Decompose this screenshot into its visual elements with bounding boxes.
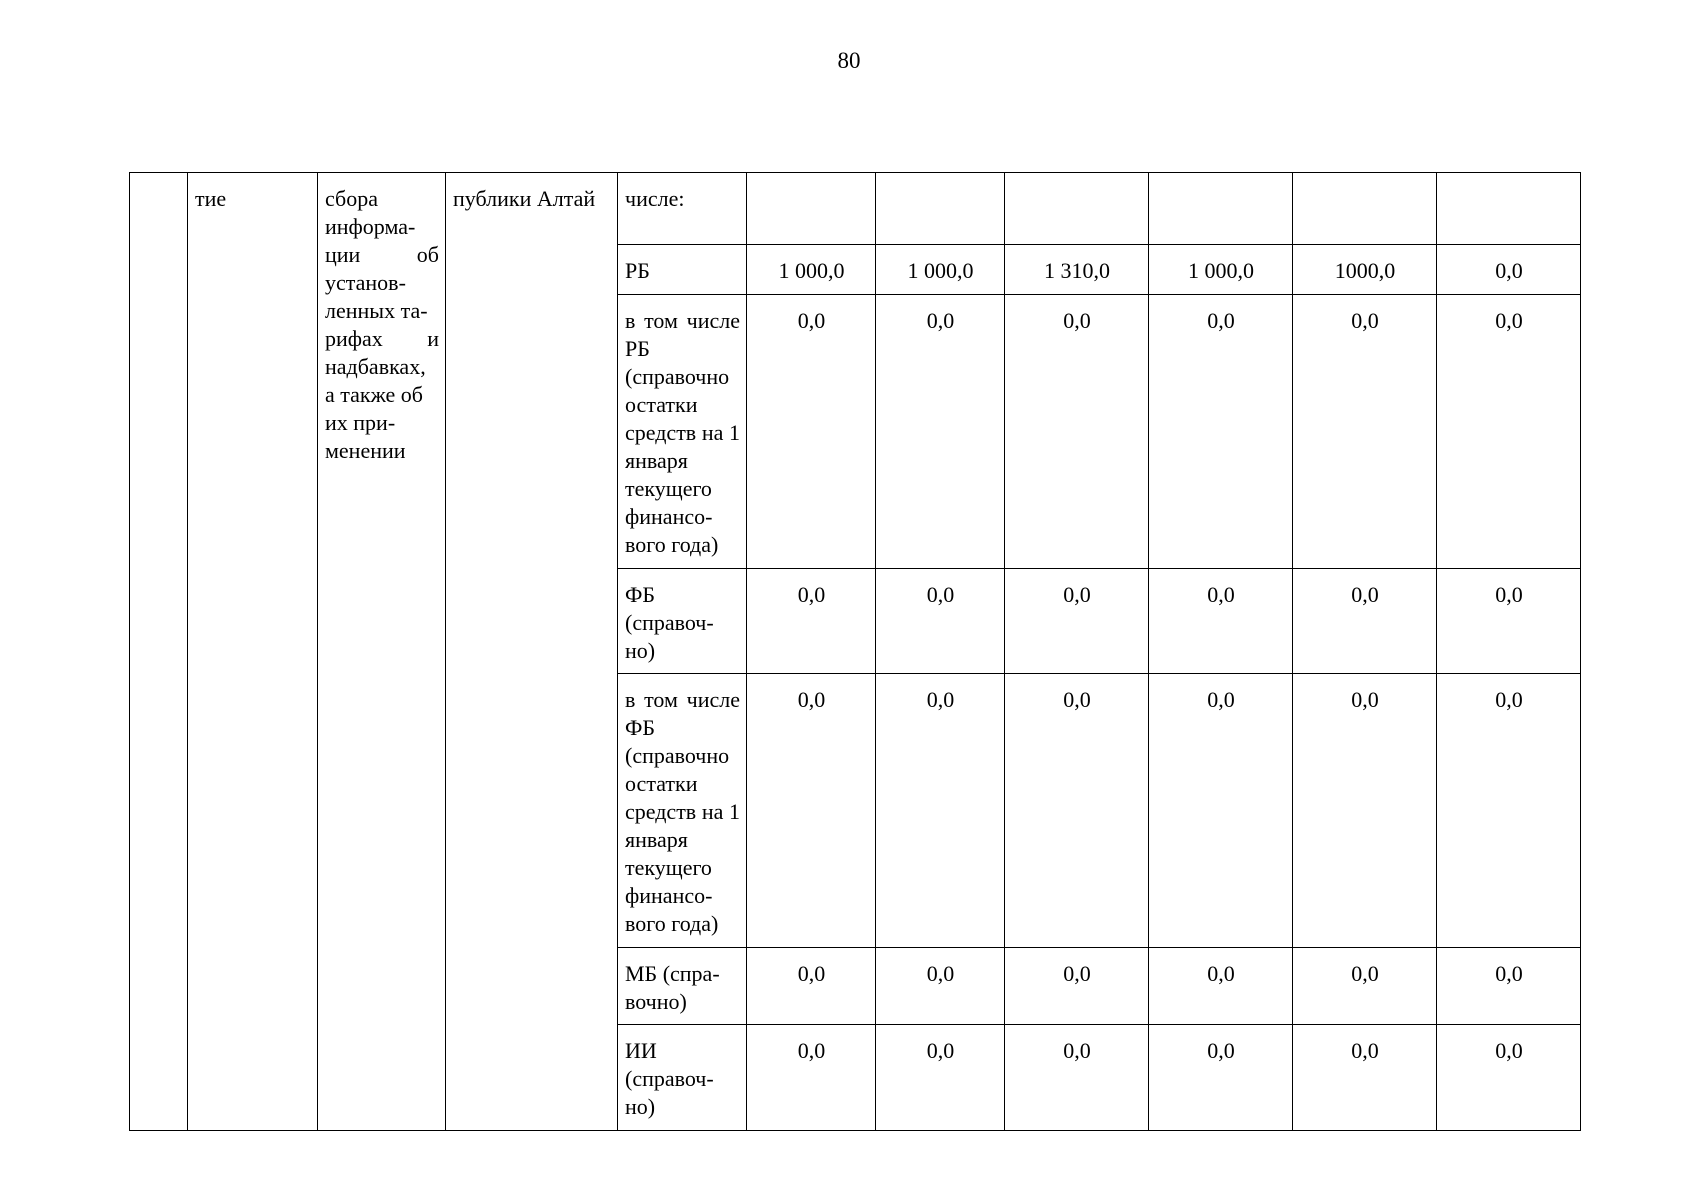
value-cell: 0,0	[1293, 569, 1437, 674]
value-cell: 0,0	[1149, 674, 1293, 948]
table-body	[130, 173, 1581, 1131]
value-cell	[876, 173, 1005, 245]
budget-table	[129, 172, 1581, 1131]
value-cell: 0,0	[747, 569, 876, 674]
funding-source-cell: в том числе РБ (справочно остатки средств на 1 января текущего финансо- вого года)	[618, 295, 747, 569]
value-cell: 0,0	[876, 569, 1005, 674]
value-cell: 1 000,0	[876, 245, 1005, 295]
value-cell: 0,0	[1005, 569, 1149, 674]
value-cell: 0,0	[747, 948, 876, 1025]
value-cell: 0,0	[1293, 1025, 1437, 1131]
value-cell: 1 310,0	[1005, 245, 1149, 295]
value-cell: 0,0	[1293, 948, 1437, 1025]
funding-source-cell: ИИ (справоч- но)	[618, 1025, 747, 1131]
value-cell	[1149, 173, 1293, 245]
value-cell: 0,0	[876, 1025, 1005, 1131]
value-cell: 0,0	[1437, 948, 1581, 1025]
value-cell: 0,0	[1149, 295, 1293, 569]
funding-source-cell: ФБ (справоч- но)	[618, 569, 747, 674]
value-cell: 0,0	[747, 295, 876, 569]
value-cell	[747, 173, 876, 245]
value-cell: 0,0	[1437, 1025, 1581, 1131]
funding-source-cell: числе:	[618, 173, 747, 245]
measure-name-cell: тие	[188, 173, 318, 1131]
value-cell	[1437, 173, 1581, 245]
value-cell: 1 000,0	[747, 245, 876, 295]
value-cell: 0,0	[1293, 295, 1437, 569]
funding-source-cell: в том числе ФБ (справочно остатки средств на 1 января текущего финансо- вого года)	[618, 674, 747, 948]
page-number: 80	[837, 48, 861, 73]
value-cell: 0,0	[1149, 948, 1293, 1025]
funding-source-cell: МБ (спра- вочно)	[618, 948, 747, 1025]
value-cell: 0,0	[1437, 245, 1581, 295]
funding-source-cell: РБ	[618, 245, 747, 295]
value-cell: 1 000,0	[1149, 245, 1293, 295]
value-cell	[1005, 173, 1149, 245]
value-cell: 0,0	[1005, 1025, 1149, 1131]
event-description-cell: сбора информа- ции об установ- ленных та- рифах и надбавках, а также об их при- менении	[318, 173, 446, 1131]
executor-cell: публики Алтай	[446, 173, 618, 1131]
value-cell: 0,0	[1149, 1025, 1293, 1131]
value-cell: 0,0	[876, 948, 1005, 1025]
value-cell: 0,0	[1005, 948, 1149, 1025]
value-cell: 0,0	[1437, 569, 1581, 674]
number-cell	[130, 173, 188, 1131]
value-cell: 0,0	[1437, 674, 1581, 948]
value-cell: 0,0	[747, 1025, 876, 1131]
value-cell: 0,0	[1293, 674, 1437, 948]
table-row	[130, 173, 1581, 245]
value-cell: 0,0	[747, 674, 876, 948]
value-cell: 0,0	[1437, 295, 1581, 569]
value-cell	[1293, 173, 1437, 245]
value-cell: 1000,0	[1293, 245, 1437, 295]
value-cell: 0,0	[1149, 569, 1293, 674]
value-cell: 0,0	[876, 674, 1005, 948]
value-cell: 0,0	[876, 295, 1005, 569]
value-cell: 0,0	[1005, 295, 1149, 569]
value-cell: 0,0	[1005, 674, 1149, 948]
